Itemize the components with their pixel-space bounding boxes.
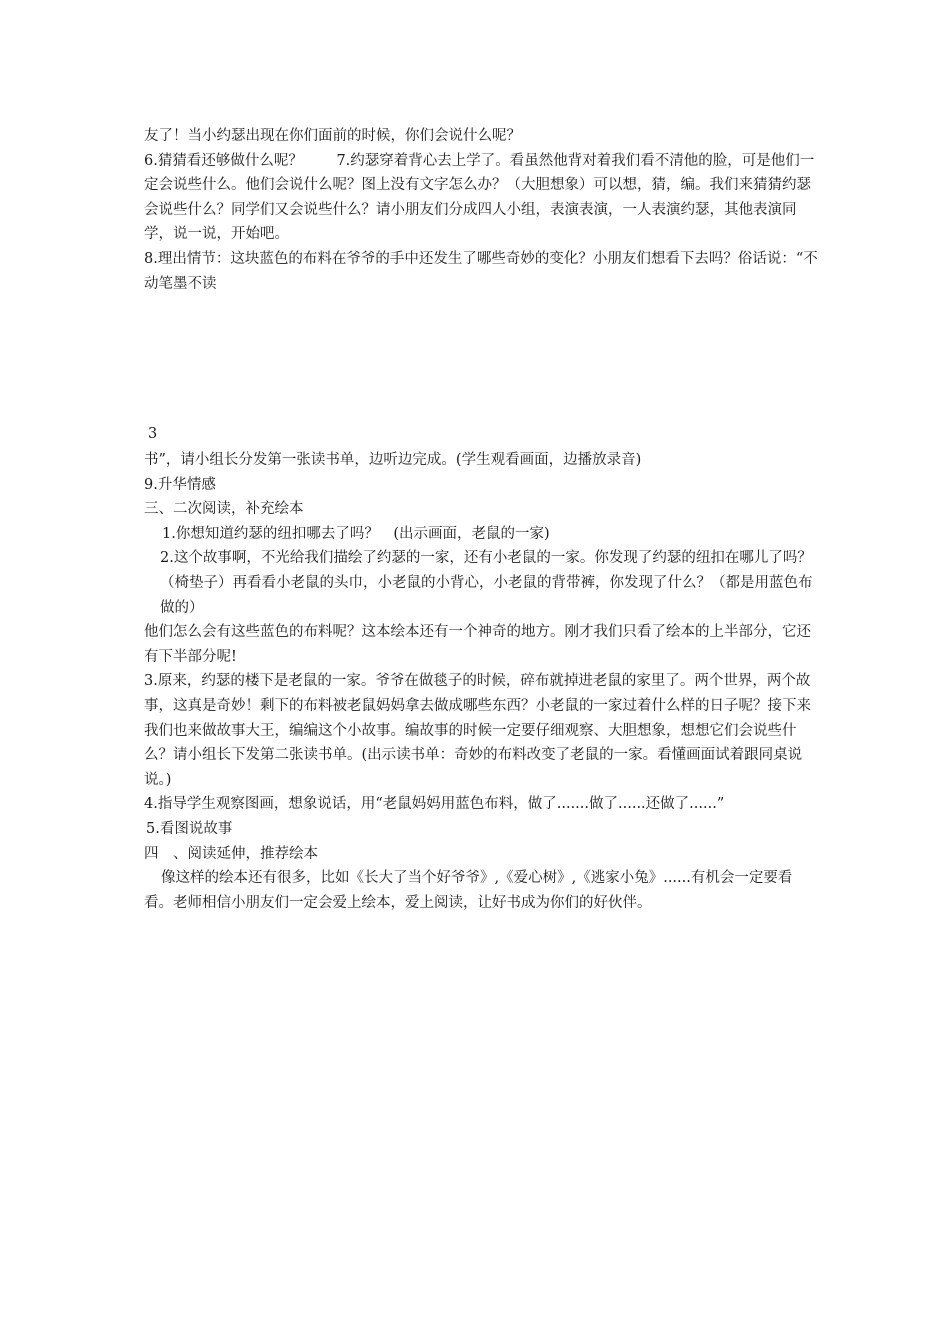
paragraph-item-8: 8.理出情节：这块蓝色的布料在爷爷的手中还发生了哪些奇妙的变化？小朋友们想看下去吗？俗话说：“不动笔墨不读 [144,250,818,292]
paragraph-item-3-3: 3.原来，约瑟的楼下是老鼠的一家。爷爷在做毯子的时候，碎布就掉进老鼠的家里了。两个世界，两个故事，这真是奇妙！剩下的布料被老鼠妈妈拿去做成哪些东西？小老鼠的一家过着什么样的日子呢？接下来我们也来做故事大王，编编这个小故事。编故事的时候一定要仔细观察、大胆想象，想想它们会说些什么？请小组长下发第二张读书单。(出示读书单：奇妙的布料改变了老鼠的一家。看懂画面试着跟同桌说说。) [144,673,811,788]
paragraph-continuation: 书”，请小组长分发第一张读书单，边听边完成。(学生观看画面，边播放录音) [144,452,642,468]
paragraph-line: 友了！当小约瑟出现在你们面前的时候，你们会说什么呢？ [144,128,521,144]
text-block-bottom [144,448,820,915]
section-heading-3: 三、二次阅读，补充绘本 [144,501,304,518]
paragraph-item-3-1: 1.你想知道约瑟的纽扣哪去了吗？ (出示画面，老鼠的一家) [162,525,550,542]
paragraph-item-3-2: 2.这个故事啊，不光给我们描绘了约瑟的一家，还有小老鼠的一家。你发现了约瑟的纽扣在哪儿了吗？（椅垫子）再看看小老鼠的头巾，小老鼠的小背心，小老鼠的背带裤，你发现了什么？（都是用蓝色布做的） [160,550,813,616]
paragraph-item-6-7: 6.猜猜看还够做什么呢？ 7.约瑟穿着背心去上学了。看虽然他背对着我们看不清他的脸，可是他们一定会说些什么。他们会说什么呢？图上没有文字怎么办？（大胆想象）可以想，猜，编。我们来猜猜约瑟会说些什么？同学们又会说些什么？请小朋友们分成四人小组，表演表演，一人表演约瑟，其他表演同学，说一说，开始吧。 [144,152,815,243]
page-number: 3 [148,426,158,442]
paragraph-closing: 像这样的绘本还有很多，比如《长大了当个好爷爷》,《爱心树》,《逃家小兔》......有机会一定要看看。老师相信小朋友们一定会爱上绘本，爱上阅读，让好书成为你们的好伙伴。 [144,870,793,911]
paragraph-blue-cloth: 他们怎么会有这些蓝色的布料呢？这本绘本还有一个神奇的地方。刚才我们只看了绘本的上半部分，它还有下半部分呢! [144,624,811,665]
text-block-top [144,124,820,296]
paragraph-item-3-5: 5.看图说故事 [146,820,233,837]
paragraph-item-9: 9.升华情感 [144,476,216,493]
paragraph-item-3-4: 4.指导学生观察图画，想象说话，用“老鼠妈妈用蓝色布料，做了.......做了......还做了......” [144,796,725,813]
section-heading-4: 四 、阅读延伸，推荐绘本 [144,845,318,862]
